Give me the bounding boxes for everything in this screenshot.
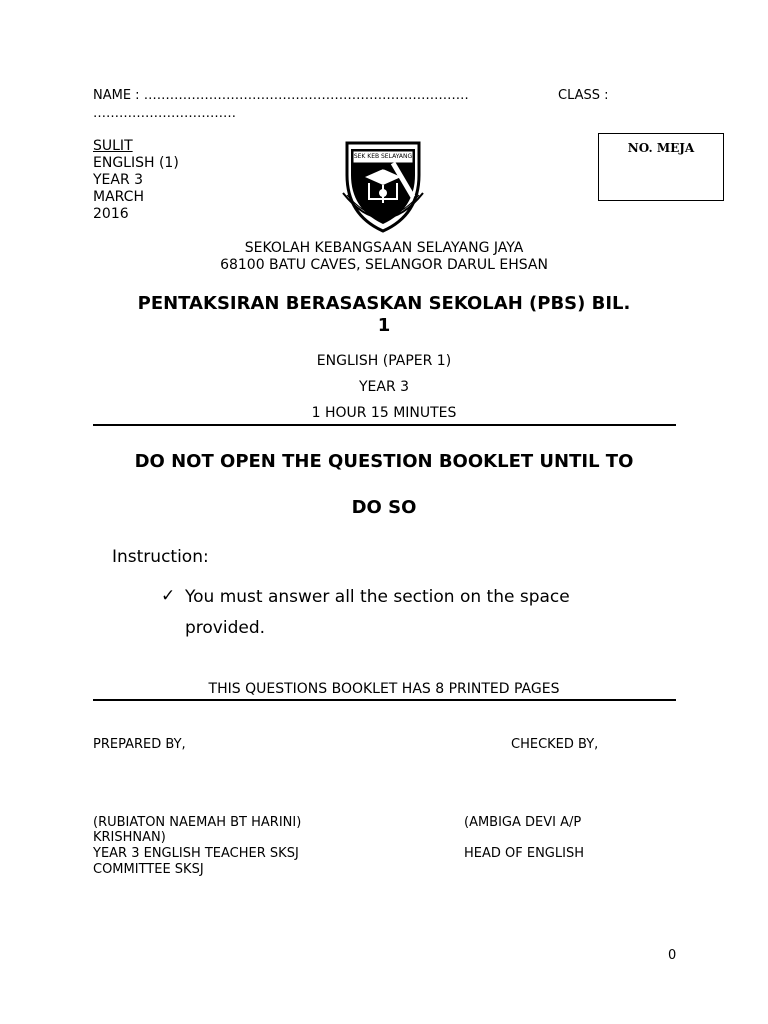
page-number: 0 bbox=[668, 948, 677, 963]
crest-top-text: SEK KEB SELAYANG JAYA bbox=[353, 153, 413, 172]
prepared-by-name: (RUBIATON NAEMAH BT HARINI) bbox=[93, 815, 302, 830]
name-field-label: NAME : ………………………………………………………………… bbox=[93, 88, 469, 103]
desk-number-box bbox=[598, 133, 724, 201]
divider-top bbox=[93, 424, 676, 426]
checked-by-role-cont: COMMITTEE SKSJ bbox=[93, 862, 204, 877]
class-field-label: CLASS : bbox=[558, 88, 609, 103]
checked-by-name-cont: KRISHNAN) bbox=[93, 830, 166, 845]
exam-paper: ENGLISH (PAPER 1) bbox=[316, 353, 452, 369]
school-name: SEKOLAH KEBANGSAAN SELAYANG JAYA bbox=[244, 240, 524, 256]
meta-year: YEAR 3 bbox=[93, 172, 144, 188]
class-field-dots: …………………………… bbox=[93, 106, 236, 121]
checked-by-role: HEAD OF ENGLISH bbox=[464, 846, 584, 861]
meta-subject: ENGLISH (1) bbox=[93, 155, 179, 171]
checked-by-label: CHECKED BY, bbox=[511, 737, 599, 752]
prepared-by-role: YEAR 3 ENGLISH TEACHER SKSJ bbox=[93, 846, 299, 861]
divider-bottom bbox=[93, 699, 676, 701]
warning-line1: DO NOT OPEN THE QUESTION BOOKLET UNTIL TO bbox=[134, 451, 634, 472]
desk-number-label: NO. MEJA bbox=[627, 141, 695, 155]
checked-by-name: (AMBIGA DEVI A/P bbox=[464, 815, 582, 830]
school-crest-logo bbox=[333, 133, 433, 237]
exam-duration: 1 HOUR 15 MINUTES bbox=[311, 405, 457, 421]
exam-title-line2: 1 bbox=[377, 315, 391, 336]
warning-line2: DO SO bbox=[351, 497, 417, 518]
instruction-label: Instruction: bbox=[112, 547, 209, 567]
school-address: 68100 BATU CAVES, SELANGOR DARUL EHSAN bbox=[220, 257, 548, 273]
meta-month: MARCH bbox=[93, 189, 144, 205]
checkmark-icon: ✓ bbox=[161, 586, 176, 606]
instruction-line1: You must answer all the section on the space bbox=[185, 587, 570, 607]
pages-note: THIS QUESTIONS BOOKLET HAS 8 PRINTED PAGES bbox=[208, 681, 560, 697]
meta-sulit: SULIT bbox=[93, 138, 133, 154]
meta-calendar-year: 2016 bbox=[93, 206, 129, 222]
instruction-line2: provided. bbox=[185, 618, 266, 638]
exam-title-line1: PENTAKSIRAN BERASASKAN SEKOLAH (PBS) BIL. bbox=[137, 293, 631, 314]
prepared-by-label: PREPARED BY, bbox=[93, 737, 186, 752]
exam-year: YEAR 3 bbox=[358, 379, 410, 395]
